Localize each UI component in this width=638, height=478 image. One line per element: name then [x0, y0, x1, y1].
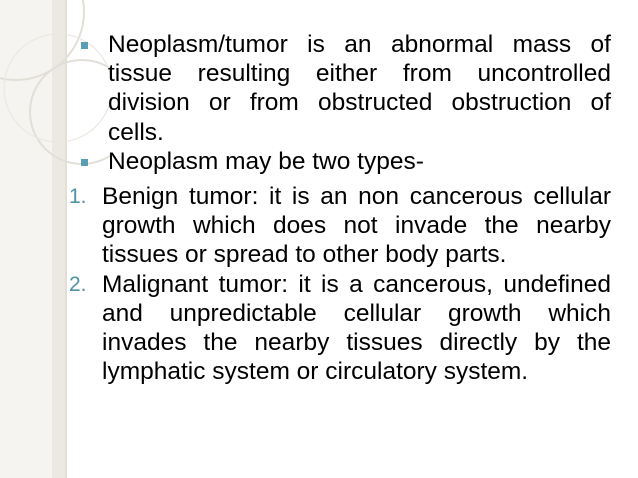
numbered-text: Benign tumor: it is an non cancerous cellular growth which does not invade the nearby tissues or spread to other body parts. — [102, 183, 611, 269]
list-number: 1. — [69, 185, 87, 209]
slide-content — [69, 30, 611, 386]
bullet-text: Neoplasm/tumor is an abnormal mass of tissue resulting either from uncontrolled division or from obstructed obstruction of cells. — [108, 31, 611, 146]
list-number: 2. — [69, 272, 87, 296]
square-bullet-icon — [81, 42, 88, 49]
bullet-text: Neoplasm may be two types- — [108, 147, 424, 175]
numbered-item — [69, 182, 611, 270]
bullet-item — [75, 30, 611, 147]
square-bullet-icon — [81, 159, 88, 166]
numbered-item — [69, 270, 611, 387]
numbered-text: Malignant tumor: it is a cancerous, undefined and unpredictable cellular growth which invades the nearby tissues directly by the lymphatic system or circulatory system. — [102, 270, 611, 386]
bullet-item — [75, 147, 611, 176]
